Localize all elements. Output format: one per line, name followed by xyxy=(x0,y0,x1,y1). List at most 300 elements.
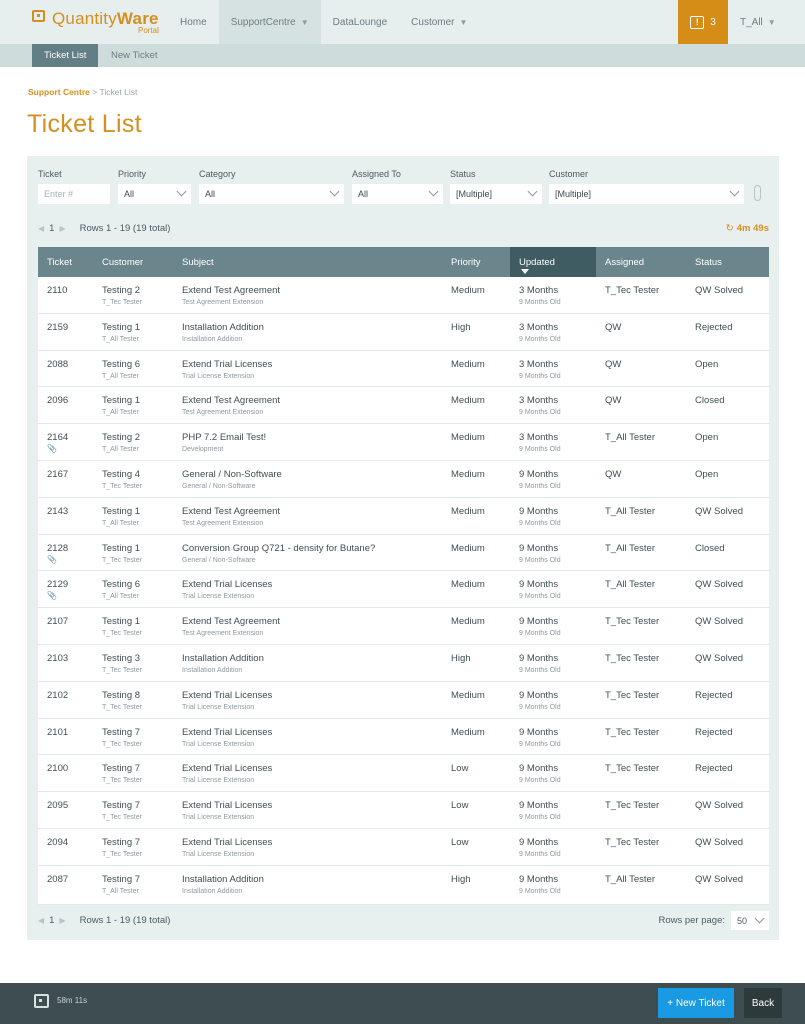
cell-customer-sub: T_All Tester xyxy=(102,372,139,380)
rows-per-page-select[interactable] xyxy=(731,911,769,930)
cell-updated xyxy=(519,727,561,748)
cell-subject-text: Extend Test Agreement xyxy=(182,616,281,628)
cell-status-text: Open xyxy=(695,432,719,444)
col-subject[interactable]: Subject xyxy=(182,256,214,268)
prev-page-icon[interactable]: ◀ xyxy=(38,916,45,925)
cell-ticket-id-text: 2143 xyxy=(47,505,69,517)
cell-updated-sub: 9 Months Old xyxy=(519,593,561,601)
cell-updated-text: 3 Months xyxy=(519,285,559,296)
cell-customer-sub: T_Tec Tester xyxy=(102,299,142,306)
cell-updated-text: 3 Months xyxy=(519,395,559,407)
cell-ticket-id xyxy=(47,616,68,628)
filter-assigned-label: Assigned To xyxy=(352,169,401,179)
customer-value: [Multiple] xyxy=(555,189,592,199)
cell-status xyxy=(695,653,743,664)
cell-updated-text: 9 Months xyxy=(519,689,559,701)
cell-assigned xyxy=(605,432,655,443)
cell-subject xyxy=(182,285,280,306)
cell-ticket-id-text: 2129 xyxy=(47,579,69,591)
cell-status xyxy=(695,285,743,296)
cell-updated-sub: 9 Months Old xyxy=(519,814,561,822)
cell-ticket-id-text: 2101 xyxy=(47,726,69,738)
cell-updated-text: 3 Months xyxy=(519,321,559,333)
cell-assigned-text: T_Tec Tester xyxy=(605,763,660,775)
cell-priority xyxy=(451,395,485,406)
cell-subject-sub: Installation Addition xyxy=(182,666,243,674)
rows-per-page-value: 50 xyxy=(737,915,748,926)
cell-priority xyxy=(451,616,485,627)
ticket-number-input[interactable]: Enter # xyxy=(38,184,110,204)
cell-customer-sub: T_All Tester xyxy=(102,593,139,601)
cell-assigned-text: T_All Tester xyxy=(605,505,655,517)
cell-subject-text: Installation Addition xyxy=(182,652,264,664)
refresh-button[interactable] xyxy=(726,223,769,234)
cell-status-text: Rejected xyxy=(695,726,733,738)
cell-ticket-id xyxy=(47,543,68,564)
cell-subject-sub: Trial License Extension xyxy=(182,593,255,601)
cell-updated xyxy=(519,690,561,711)
cell-customer-text: Testing 4 xyxy=(102,468,141,480)
cell-priority xyxy=(451,727,485,738)
cell-assigned-text: T_All Tester xyxy=(605,542,655,554)
cell-status-text: QW Solved xyxy=(695,873,744,885)
cell-customer xyxy=(102,395,140,416)
cell-updated xyxy=(519,359,561,380)
cell-status xyxy=(695,616,743,627)
table-row[interactable] xyxy=(38,535,769,572)
cell-assigned-text: T_Tec Tester xyxy=(605,285,660,296)
cell-subject xyxy=(182,653,264,674)
table-header xyxy=(38,247,769,277)
cell-priority-text: Medium xyxy=(451,432,485,444)
cell-priority-text: Medium xyxy=(451,468,485,480)
cell-assigned xyxy=(605,322,621,333)
caret-down-icon: ▼ xyxy=(767,17,776,27)
cell-assigned xyxy=(605,469,621,480)
filter-ticket-label: Ticket xyxy=(38,169,62,179)
cell-subject xyxy=(182,395,280,416)
cell-updated-sub: 9 Months Old xyxy=(519,703,561,711)
cell-priority xyxy=(451,579,485,590)
breadcrumb-support-centre[interactable]: Support Centre xyxy=(28,87,90,97)
cell-assigned-text: QW xyxy=(605,468,622,480)
category-select[interactable] xyxy=(199,184,344,204)
cell-customer xyxy=(102,837,142,858)
chevron-down-icon xyxy=(429,187,439,197)
cell-subject xyxy=(182,359,272,380)
cell-status-text: QW Solved xyxy=(695,285,744,296)
filter-assigned xyxy=(352,169,443,204)
table-row[interactable] xyxy=(38,792,769,829)
cell-subject-text: Extend Trial Licenses xyxy=(182,836,273,848)
cell-updated-sub: 9 Months Old xyxy=(519,887,561,895)
cell-status-text: Closed xyxy=(695,542,725,554)
cell-customer xyxy=(102,359,140,380)
col-status[interactable]: Status xyxy=(695,256,722,268)
cell-subject xyxy=(182,874,264,895)
cell-customer-text: Testing 1 xyxy=(102,542,141,554)
cell-subject xyxy=(182,800,272,821)
breadcrumb-separator: > xyxy=(92,87,98,97)
cell-status-text: Rejected xyxy=(695,321,733,333)
cell-ticket-id xyxy=(47,285,67,297)
cell-customer-sub: T_Tec Tester xyxy=(102,556,142,564)
cell-subject-sub: Test Agreement Extension xyxy=(182,409,264,417)
tab-new-ticket[interactable]: New Ticket xyxy=(111,50,158,61)
cell-updated-sub: 9 Months Old xyxy=(519,850,561,858)
table-row[interactable] xyxy=(38,277,769,314)
cell-subject-sub: General / Non-Software xyxy=(182,556,256,564)
cell-ticket-id-text: 2094 xyxy=(47,836,69,848)
filter-category xyxy=(199,169,344,204)
cell-assigned-text: QW xyxy=(605,395,622,407)
cell-ticket-id xyxy=(47,359,68,371)
cell-status xyxy=(695,874,743,885)
cell-status xyxy=(695,543,725,554)
table-body xyxy=(38,277,769,905)
chevron-down-icon xyxy=(330,187,340,197)
table-row[interactable] xyxy=(38,829,769,866)
cell-status xyxy=(695,506,743,517)
cell-subject-text: Extend Trial Licenses xyxy=(182,689,273,701)
cell-subject-sub: Trial License Extension xyxy=(182,740,255,748)
sort-desc-icon xyxy=(521,269,529,274)
cell-updated-sub: 9 Months Old xyxy=(519,740,561,748)
filter-status-label: Status xyxy=(450,169,476,179)
cell-priority xyxy=(451,359,485,370)
cell-customer xyxy=(102,543,142,564)
cell-priority xyxy=(451,432,485,443)
cell-subject-text: Extend Trial Licenses xyxy=(182,358,273,370)
cell-updated xyxy=(519,506,561,527)
table-row[interactable] xyxy=(38,719,769,756)
pager-top xyxy=(38,223,170,234)
back-button[interactable]: Back xyxy=(744,988,782,1018)
cell-priority-text: Medium xyxy=(451,395,485,407)
cell-priority-text: High xyxy=(451,652,471,664)
cell-priority-text: Low xyxy=(451,763,469,775)
filter-category-label: Category xyxy=(199,169,236,179)
cell-ticket-id xyxy=(47,579,68,600)
cell-ticket-id xyxy=(47,322,68,334)
attachment-icon: 📎 xyxy=(47,554,57,564)
cell-updated-sub: 9 Months Old xyxy=(519,299,561,306)
cell-ticket-id xyxy=(47,395,68,407)
cell-subject xyxy=(182,763,272,784)
cell-customer-text: Testing 2 xyxy=(102,432,141,444)
logo-icon xyxy=(32,10,45,22)
cell-status-text: QW Solved xyxy=(695,579,744,591)
filter-customer-label: Customer xyxy=(549,169,589,179)
cell-customer xyxy=(102,653,142,674)
cell-assigned-text: T_Tec Tester xyxy=(605,616,660,628)
col-ticket[interactable]: Ticket xyxy=(47,256,72,268)
filter-customer xyxy=(549,169,744,204)
table-row[interactable] xyxy=(38,351,769,388)
chevron-down-icon xyxy=(177,187,187,197)
cell-updated-text: 9 Months xyxy=(519,763,559,775)
cell-updated-sub: 9 Months Old xyxy=(519,556,561,564)
cell-subject-text: Extend Trial Licenses xyxy=(182,800,273,812)
table-row[interactable] xyxy=(38,498,769,535)
cell-ticket-id-text: 2095 xyxy=(47,800,69,812)
cell-subject xyxy=(182,690,272,711)
cell-ticket-id xyxy=(47,727,68,739)
cell-customer-sub: T_Tec Tester xyxy=(102,482,142,490)
cell-ticket-id-text: 2159 xyxy=(47,321,69,333)
quantityware-logo[interactable] xyxy=(32,9,162,37)
priority-value: All xyxy=(124,189,135,199)
cell-subject xyxy=(182,837,272,858)
cell-ticket-id-text: 2107 xyxy=(47,616,69,628)
cell-priority xyxy=(451,653,471,664)
cell-updated xyxy=(519,763,561,784)
caret-down-icon: ▼ xyxy=(300,17,309,27)
cell-updated-sub: 9 Months Old xyxy=(519,630,561,638)
cell-assigned-text: T_Tec Tester xyxy=(605,836,660,848)
user-menu[interactable] xyxy=(740,0,776,44)
cell-priority xyxy=(451,690,485,701)
cell-customer-text: Testing 6 xyxy=(102,579,141,591)
table-row[interactable] xyxy=(38,645,769,682)
cell-ticket-id-text: 2087 xyxy=(47,873,69,885)
next-page-icon[interactable]: ▶ xyxy=(59,916,66,925)
cell-assigned xyxy=(605,579,655,590)
rows-summary: Rows 1 - 19 (19 total) xyxy=(79,223,171,234)
nav-supportcentre-label: SupportCentre xyxy=(230,16,296,28)
cell-assigned xyxy=(605,616,659,627)
nav-home-label: Home xyxy=(180,16,207,28)
cell-ticket-id-text: 2103 xyxy=(47,652,69,664)
col-customer[interactable]: Customer xyxy=(102,256,144,268)
cell-priority-text: High xyxy=(451,321,471,333)
table-row[interactable] xyxy=(38,461,769,498)
nav-customer[interactable] xyxy=(399,0,479,44)
cell-subject xyxy=(182,469,282,490)
cell-customer-sub: T_Tec Tester xyxy=(102,740,142,748)
page-number[interactable]: 1 xyxy=(49,223,55,234)
cell-priority-text: Medium xyxy=(451,616,485,628)
cell-ticket-id-text: 2088 xyxy=(47,358,69,370)
page-number[interactable]: 1 xyxy=(49,915,55,926)
cell-assigned xyxy=(605,690,659,701)
user-name: T_All xyxy=(740,16,763,28)
cell-customer xyxy=(102,800,142,821)
cell-status-text: QW Solved xyxy=(695,616,744,628)
col-priority[interactable]: Priority xyxy=(451,256,481,268)
cell-assigned-text: T_Tec Tester xyxy=(605,689,660,701)
cell-status-text: QW Solved xyxy=(695,836,744,848)
cell-updated xyxy=(519,616,561,637)
cell-priority-text: Medium xyxy=(451,689,485,701)
table-row[interactable] xyxy=(38,866,769,905)
cell-priority-text: Medium xyxy=(451,285,485,296)
cell-updated-sub: 9 Months Old xyxy=(519,446,561,454)
logo-name-a: Quantity xyxy=(52,9,117,28)
cell-subject-text: Extend Trial Licenses xyxy=(182,763,273,775)
cell-status-text: Rejected xyxy=(695,763,733,775)
cell-subject xyxy=(182,543,375,564)
rows-summary: Rows 1 - 19 (19 total) xyxy=(79,915,171,926)
table-row[interactable] xyxy=(38,682,769,719)
cell-subject-sub: Development xyxy=(182,446,224,454)
cell-updated-sub: 9 Months Old xyxy=(519,409,561,417)
cell-customer-text: Testing 2 xyxy=(102,285,141,296)
cell-customer xyxy=(102,432,140,453)
nav-datalounge-label: DataLounge xyxy=(332,16,388,28)
cell-updated-sub: 9 Months Old xyxy=(519,666,561,674)
cell-assigned-text: T_All Tester xyxy=(605,432,655,444)
cell-ticket-id xyxy=(47,506,68,518)
tab-ticket-list[interactable]: Ticket List xyxy=(32,44,98,67)
cell-assigned xyxy=(605,506,655,517)
cell-customer-text: Testing 1 xyxy=(102,505,141,517)
cell-customer xyxy=(102,874,140,895)
filter-ticket xyxy=(38,169,110,204)
filter-priority xyxy=(118,169,191,204)
cell-priority xyxy=(451,506,485,517)
pager-bottom xyxy=(38,915,170,926)
cell-assigned-text: QW xyxy=(605,358,622,370)
cell-subject xyxy=(182,727,272,748)
cell-status-text: Open xyxy=(695,358,719,370)
session-icon xyxy=(34,994,49,1008)
nav-supportcentre[interactable] xyxy=(219,0,321,44)
cell-subject-sub: Test Agreement Extension xyxy=(182,299,264,306)
refresh-icon: ↻ xyxy=(725,223,734,234)
priority-select[interactable] xyxy=(118,184,191,204)
cell-ticket-id xyxy=(47,432,68,453)
cell-customer-sub: T_All Tester xyxy=(102,409,139,417)
cell-subject-sub: Trial License Extension xyxy=(182,372,255,380)
table-row[interactable] xyxy=(38,387,769,424)
cell-priority xyxy=(451,800,468,811)
cell-subject-sub: Installation Addition xyxy=(182,887,243,895)
cell-customer xyxy=(102,690,142,711)
cell-status xyxy=(695,800,743,811)
cell-subject-text: Installation Addition xyxy=(182,873,264,885)
cell-updated-text: 9 Months xyxy=(519,468,559,480)
refresh-timer: 4m 49s xyxy=(736,223,769,234)
notifications-button[interactable] xyxy=(678,0,728,44)
cell-ticket-id-text: 2128 xyxy=(47,542,69,554)
cell-subject xyxy=(182,432,266,453)
logo-subtitle: Portal xyxy=(138,26,159,35)
nav-customer-label: Customer xyxy=(411,16,455,28)
cell-subject-sub: Installation Addition xyxy=(182,335,243,343)
cell-subject-text: Extend Trial Licenses xyxy=(182,726,273,738)
cell-status xyxy=(695,322,733,333)
customer-select[interactable] xyxy=(549,184,744,204)
cell-assigned xyxy=(605,285,659,296)
cell-subject-sub: Trial License Extension xyxy=(182,777,255,785)
cell-assigned-text: T_Tec Tester xyxy=(605,800,660,812)
cell-customer-text: Testing 7 xyxy=(102,873,141,885)
cell-customer-sub: T_Tec Tester xyxy=(102,630,142,638)
cell-customer-sub: T_Tec Tester xyxy=(102,814,142,822)
breadcrumb-current: Ticket List xyxy=(99,87,138,97)
assigned-select[interactable] xyxy=(352,184,443,204)
cell-subject-sub: General / Non-Software xyxy=(182,482,256,490)
cell-customer-sub: T_All Tester xyxy=(102,519,139,527)
cell-status xyxy=(695,837,743,848)
cell-subject-text: Extend Trial Licenses xyxy=(182,579,273,591)
attachment-filter-icon[interactable] xyxy=(754,185,761,201)
cell-updated xyxy=(519,285,561,306)
cell-status-text: Open xyxy=(695,468,719,480)
status-select[interactable] xyxy=(450,184,542,204)
nav-home[interactable] xyxy=(168,0,219,44)
cell-priority-text: Medium xyxy=(451,579,485,591)
cell-priority-text: Medium xyxy=(451,505,485,517)
cell-updated-sub: 9 Months Old xyxy=(519,482,561,490)
cell-priority xyxy=(451,837,468,848)
cell-assigned-text: QW xyxy=(605,321,622,333)
cell-customer xyxy=(102,616,142,637)
cell-assigned-text: T_Tec Tester xyxy=(605,652,660,664)
nav-datalounge[interactable] xyxy=(321,0,400,44)
cell-customer-text: Testing 1 xyxy=(102,395,141,407)
cell-priority xyxy=(451,322,471,333)
cell-customer-sub: T_Tec Tester xyxy=(102,850,142,858)
cell-assigned xyxy=(605,837,659,848)
cell-ticket-id-text: 2164 xyxy=(47,432,69,444)
cell-priority-text: Medium xyxy=(451,726,485,738)
category-value: All xyxy=(205,189,216,199)
chevron-down-icon xyxy=(755,914,765,924)
cell-assigned xyxy=(605,763,659,774)
cell-status xyxy=(695,432,718,443)
cell-status-text: QW Solved xyxy=(695,800,744,812)
col-updated-label: Updated xyxy=(519,256,555,268)
cell-customer-sub: T_All Tester xyxy=(102,887,139,895)
cell-subject-text: PHP 7.2 Email Test! xyxy=(182,432,267,444)
col-updated[interactable] xyxy=(510,247,596,277)
table-row[interactable] xyxy=(38,608,769,645)
table-row[interactable] xyxy=(38,755,769,792)
cell-updated-sub: 9 Months Old xyxy=(519,519,561,527)
cell-ticket-id xyxy=(47,469,68,481)
new-ticket-button[interactable]: + New Ticket xyxy=(658,988,734,1018)
cell-customer-text: Testing 6 xyxy=(102,358,141,370)
footer-bar xyxy=(0,983,805,1024)
cell-updated-text: 9 Months xyxy=(519,505,559,517)
cell-priority xyxy=(451,763,468,774)
cell-updated xyxy=(519,469,561,490)
cell-priority xyxy=(451,285,485,296)
prev-page-icon[interactable]: ◀ xyxy=(38,224,45,233)
cell-priority-text: Low xyxy=(451,836,469,848)
cell-customer-text: Testing 7 xyxy=(102,726,141,738)
cell-updated xyxy=(519,395,561,416)
col-assigned[interactable]: Assigned xyxy=(605,256,645,268)
top-navbar xyxy=(0,0,805,44)
cell-assigned xyxy=(605,359,621,370)
next-page-icon[interactable]: ▶ xyxy=(59,224,66,233)
session-timer: 58m 11s xyxy=(57,996,88,1005)
cell-customer-sub: T_All Tester xyxy=(102,446,139,454)
table-row[interactable] xyxy=(38,314,769,351)
rows-per-page xyxy=(658,911,769,930)
cell-updated-text: 9 Months xyxy=(519,579,559,591)
table-row[interactable] xyxy=(38,571,769,608)
cell-customer-sub: T_Tec Tester xyxy=(102,777,142,785)
cell-updated xyxy=(519,874,561,895)
cell-customer-text: Testing 3 xyxy=(102,652,141,664)
cell-subject-text: Installation Addition xyxy=(182,321,264,333)
cell-assigned-text: T_All Tester xyxy=(605,579,655,591)
table-row[interactable] xyxy=(38,424,769,461)
